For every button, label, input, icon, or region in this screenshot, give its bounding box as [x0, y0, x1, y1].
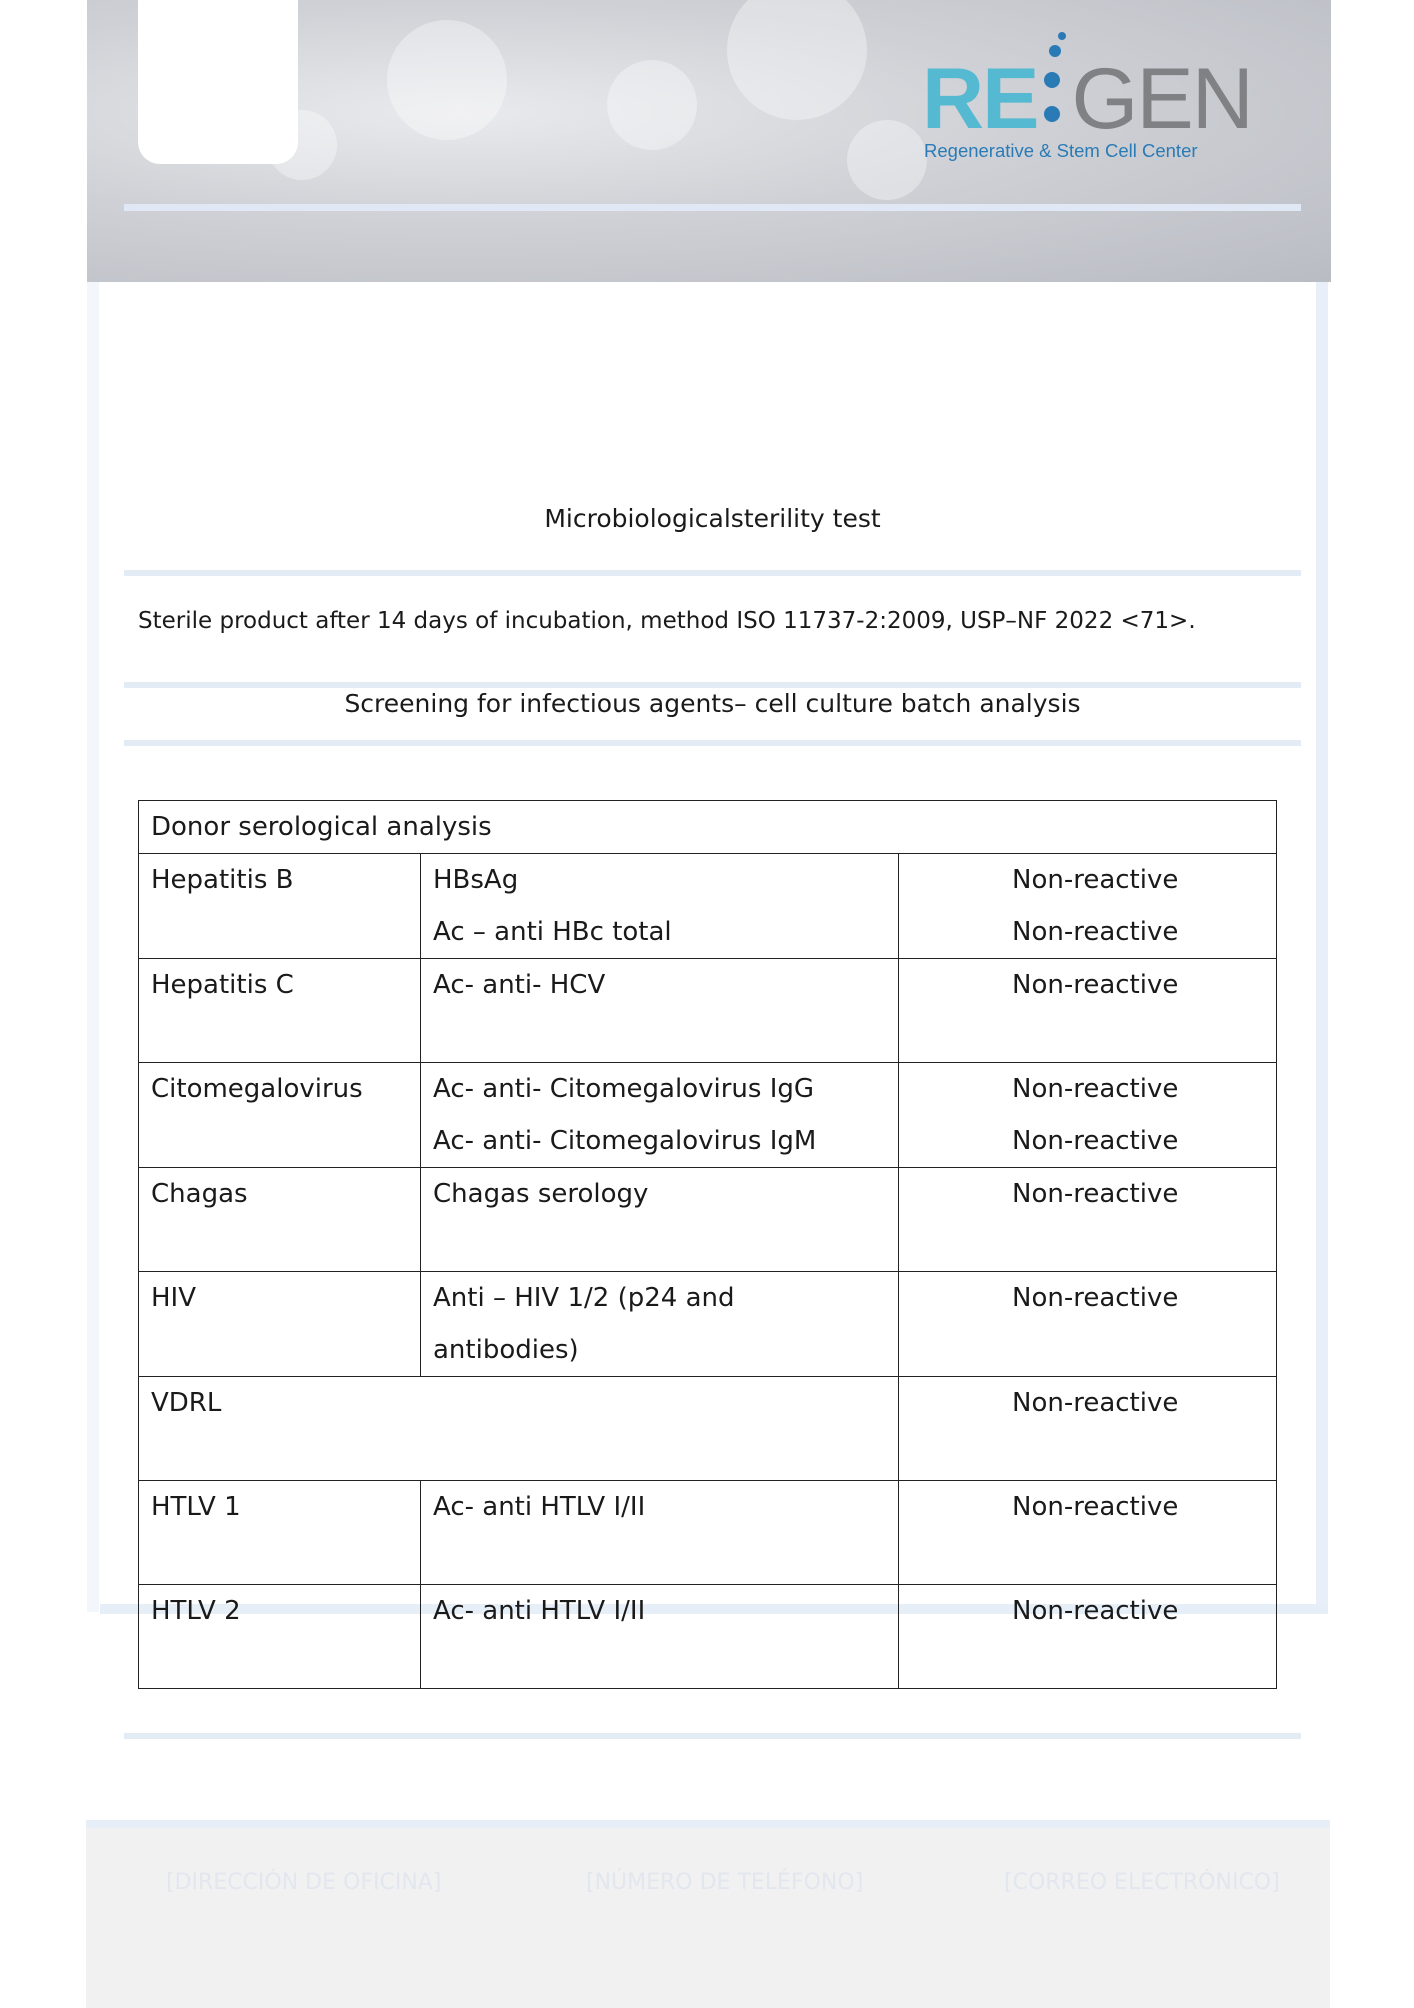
test-cell — [421, 1272, 899, 1377]
agent-cell: HTLV 1 — [139, 1481, 421, 1585]
table-row — [139, 1481, 1277, 1585]
test-cell — [421, 1063, 899, 1168]
table-row — [139, 959, 1277, 1063]
sterility-description: Sterile product after 14 days of incubation, method ISO 11737-2:2009, USP–NF 2022 <71>. — [138, 608, 1196, 634]
result-cell — [899, 1585, 1277, 1689]
header-divider — [124, 204, 1301, 211]
logo-subtitle: Regenerative & Stem Cell Center — [924, 140, 1198, 161]
result-cell — [899, 1377, 1277, 1481]
result-value: Non-reactive — [1012, 1596, 1179, 1626]
bokeh-decoration — [387, 20, 507, 140]
test-name: HBsAg — [433, 865, 519, 895]
table-row — [139, 1272, 1277, 1377]
table-header: Donor serological analysis — [139, 801, 1277, 854]
result-value: Non-reactive — [1012, 1388, 1179, 1418]
test-name: Ac- anti- HCV — [433, 970, 606, 1000]
logo-brand-right: GEN — [1071, 51, 1252, 147]
result-value: Non-reactive — [1012, 970, 1179, 1000]
agent-cell: Chagas — [139, 1168, 421, 1272]
table-row — [139, 854, 1277, 959]
test-cell — [421, 854, 899, 959]
test-cell — [421, 1585, 899, 1689]
regen-logo — [922, 32, 1262, 167]
result-cell — [899, 1481, 1277, 1585]
serology-table — [138, 800, 1277, 1689]
result-cell — [899, 1272, 1277, 1377]
test-cell — [421, 1168, 899, 1272]
result-cell — [899, 959, 1277, 1063]
agent-cell: Citomegalovirus — [139, 1063, 421, 1168]
bokeh-decoration — [727, 0, 867, 120]
test-cell — [421, 1481, 899, 1585]
table-row — [139, 1063, 1277, 1168]
result-cell — [899, 1063, 1277, 1168]
test-name: Ac- anti HTLV I/II — [433, 1492, 646, 1522]
agent-cell: HTLV 2 — [139, 1585, 421, 1689]
test-name: Anti – HIV 1/2 (p24 and antibodies) — [433, 1283, 735, 1365]
test-cell — [421, 959, 899, 1063]
result-value: Non-reactive — [1012, 1074, 1179, 1104]
test-name: Ac- anti- Citomegalovirus IgM — [433, 1126, 817, 1156]
result-cell — [899, 1168, 1277, 1272]
test-name: Chagas serology — [433, 1179, 649, 1209]
table-row — [139, 1168, 1277, 1272]
photo-placeholder — [138, 0, 298, 164]
screening-title: Screening for infectious agents– cell culture batch analysis — [344, 689, 1081, 718]
sterility-title: Microbiologicalsterility test — [544, 504, 881, 533]
logo-brand-left: RE — [922, 51, 1038, 147]
table-row — [139, 1377, 1277, 1481]
bokeh-decoration — [847, 120, 927, 200]
logo-wordmark — [922, 51, 1252, 147]
result-value: Non-reactive — [1012, 1283, 1179, 1313]
test-name: Ac – anti HBc total — [433, 917, 672, 947]
footer — [86, 1820, 1330, 2008]
section-divider — [124, 682, 1301, 688]
logo-dots-icon — [1042, 32, 1076, 132]
footer-phone: [NÚMERO DE TELÉFONO] — [586, 1870, 864, 1895]
agent-cell: HIV — [139, 1272, 421, 1377]
result-value: Non-reactive — [1012, 1492, 1179, 1522]
test-name: Ac- anti- Citomegalovirus IgG — [433, 1074, 815, 1104]
test-name: Ac- anti HTLV I/II — [433, 1596, 646, 1626]
section-divider — [124, 1733, 1301, 1739]
agent-cell: VDRL — [139, 1377, 899, 1481]
frame-left-border — [87, 282, 99, 1612]
result-value: Non-reactive — [1012, 1126, 1179, 1156]
bokeh-decoration — [607, 60, 697, 150]
section-divider — [124, 740, 1301, 746]
result-value: Non-reactive — [1012, 1179, 1179, 1209]
result-cell — [899, 854, 1277, 959]
result-value: Non-reactive — [1012, 865, 1179, 895]
result-value: Non-reactive — [1012, 917, 1179, 947]
section-divider — [124, 570, 1301, 576]
footer-email: [CORREO ELECTRÓNICO] — [1004, 1870, 1280, 1895]
table-header-row — [139, 801, 1277, 854]
agent-cell: Hepatitis B — [139, 854, 421, 959]
footer-address: [DIRECCIÓN DE OFICINA] — [166, 1870, 442, 1895]
agent-cell: Hepatitis C — [139, 959, 421, 1063]
frame-right-border — [1316, 282, 1328, 1612]
table-row — [139, 1585, 1277, 1689]
